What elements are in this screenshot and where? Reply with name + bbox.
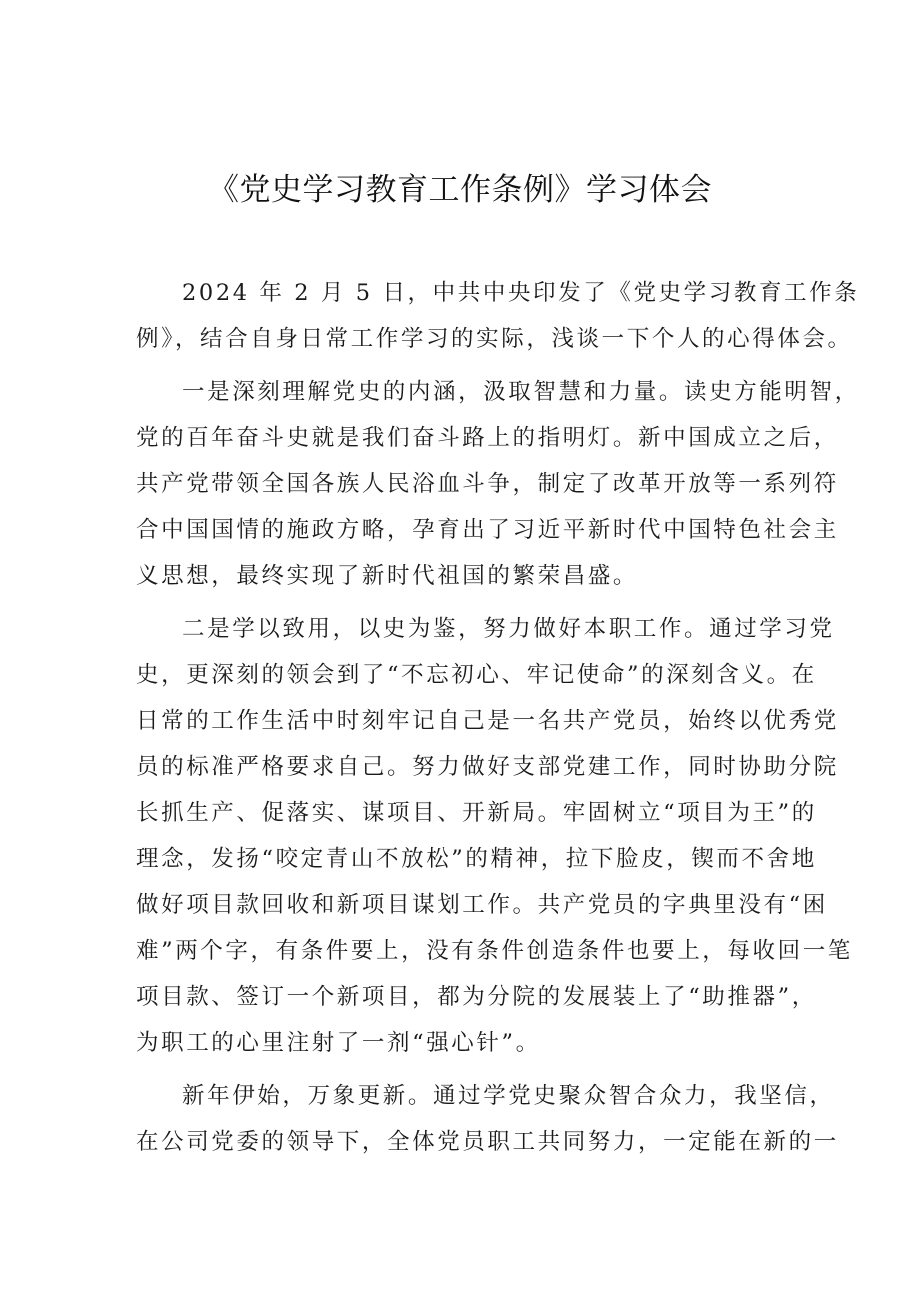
paragraph-line: 党的百年奋斗史就是我们奋斗路上的指明灯。新中国成立之后，: [136, 425, 839, 451]
document-title: 《党史学习教育工作条例》学习体会: [208, 172, 712, 208]
paragraph-line: 合中国国情的施政方略，孕育出了习近平新时代中国特色社会主: [136, 517, 839, 543]
paragraph-line: 理念，发扬“咬定青山不放松”的精神，拉下脸皮，锲而不舍地: [136, 846, 817, 872]
document-body: [136, 270, 860, 1165]
paragraph-line: 日常的工作生活中时刻牢记自己是一名共产党员，始终以优秀党: [136, 708, 839, 734]
paragraph-line: 二是学以致用，以史为鉴，努力做好本职工作。通过学习党: [182, 616, 835, 642]
paragraph-line: 员的标准严格要求自己。努力做好支部党建工作，同时协助分院: [136, 754, 839, 780]
paragraph-line: 难”两个字，有条件要上，没有条件创造条件也要上，每收回一笔: [136, 938, 853, 964]
paragraph-4: [136, 1073, 839, 1165]
paragraph-line: 例》，结合自身日常工作学习的实际，浅谈一下个人的心得体会。: [136, 326, 853, 352]
paragraph-line: 长抓生产、促落实、谋项目、开新局。牢固树立“项目为王”的: [136, 800, 817, 826]
paragraph-line: 史，更深刻的领会到了“不忘初心、牢记使命”的深刻含义。在: [136, 662, 817, 688]
paragraph-3: [136, 606, 853, 1066]
paragraph-1: [136, 270, 860, 362]
paragraph-2: [136, 369, 860, 599]
paragraph-line: 为职工的心里注射了一剂“强心针”。: [136, 1030, 541, 1056]
paragraph-line: 共产党带领全国各族人民浴血斗争，制定了改革开放等一系列符: [136, 471, 839, 497]
paragraph-line: 一是深刻理解党史的内涵，汲取智慧和力量。读史方能明智，: [182, 379, 860, 405]
paragraph-line: 在公司党委的领导下，全体党员职工共同努力，一定能在新的一: [136, 1129, 839, 1155]
paragraph-line: 义思想，最终实现了新时代祖国的繁荣昌盛。: [136, 563, 639, 589]
paragraph-line: 做好项目款回收和新项目谋划工作。共产党员的字典里没有“困: [136, 892, 828, 918]
paragraph-line: 新年伊始，万象更新。通过学党史聚众智合众力，我坚信，: [182, 1083, 835, 1109]
paragraph-line: 项目款、签订一个新项目，都为分院的发展装上了“助推器”，: [136, 984, 817, 1010]
paragraph-line: 2024 年 2 月 5 日，中共中央印发了《党史学习教育工作条: [182, 280, 860, 306]
